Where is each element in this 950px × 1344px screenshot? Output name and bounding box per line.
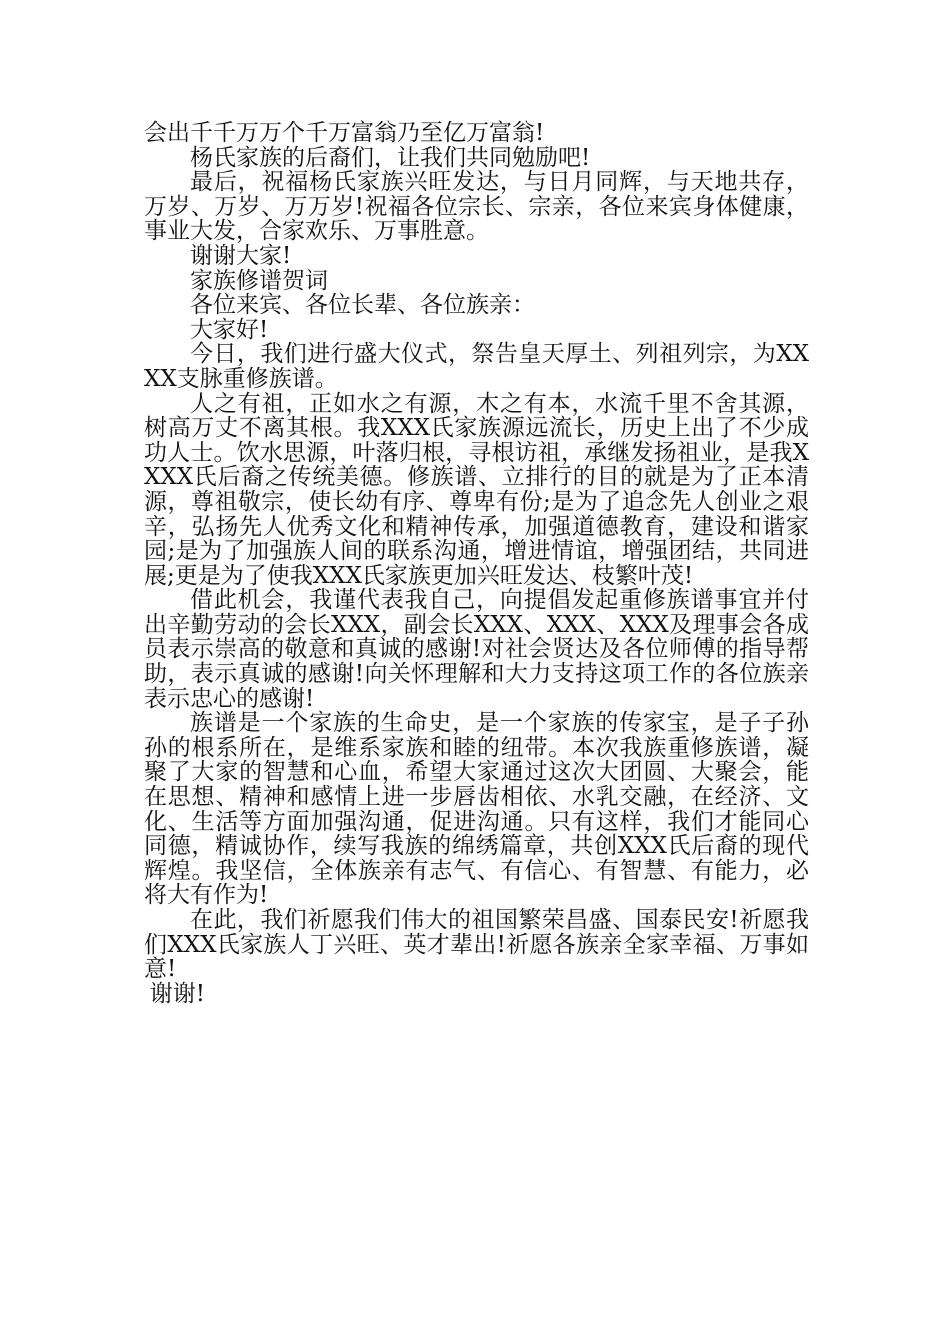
paragraph-04: 谢谢大家! bbox=[190, 242, 292, 269]
paragraph-11: 族谱是一个家族的生命史，是一个家族的传家宝，是子子孙孙的根系所在，是维系家族和睦的纽带。本次我族重修族谱，凝聚了大家的智慧和心血，希望大家通过这次大团圆、大聚会，能在思想、精神和感情上进一步唇齿相依、水乳交融，在经济、文化、生活等方面加强沟通，促进沟通。只有这样，我们才能同心同德，精诚协作，续写我族的绵绣篇章，共创XXX氏后裔的现代辉煌。我坚信，全体族亲有志气、有信心、有智慧、有能力，必将大有作为! bbox=[144, 710, 809, 909]
paragraph-08: 今日，我们进行盛大仪式，祭告皇天厚土、列祖列宗，为XXXX支脉重修族谱。 bbox=[144, 341, 809, 392]
salutation: 各位来宾、各位长辈、各位族亲： bbox=[190, 292, 535, 319]
paragraph-03: 最后，祝福杨氏家族兴旺发达，与日月同辉，与天地共存，万岁、万岁、万万岁!祝福各位宗长、宗亲，各位来宾身体健康，事业大发，合家欢乐、万事胜意。 bbox=[144, 169, 809, 245]
paragraph-01: 会出千千万万个千万富翁乃至亿万富翁! bbox=[144, 120, 545, 146]
paragraph-02: 杨氏家族的后裔们，让我们共同勉励吧! bbox=[190, 144, 591, 171]
greeting: 大家好! bbox=[190, 316, 269, 343]
document-body bbox=[144, 121, 809, 1006]
closing-thanks: 谢谢! bbox=[149, 980, 205, 1007]
section-title: 家族修谱贺词 bbox=[190, 267, 328, 294]
paragraph-09: 人之有祖，正如水之有源，木之有本，水流千里不舍其源，树高万丈不离其根。我XXX氏家族源远流长，历史上出了不少成功人士。饮水思源，叶落归根，寻根访祖，承继发扬祖业，是我XXXX氏后裔之传统美德。修族谱、立排行的目的就是为了正本清源，尊祖敬宗，使长幼有序、尊卑有份;是为了追念先人创业之艰辛，弘扬先人优秀文化和精神传承，加强道德教育，建设和谐家园;是为了加强族人间的联系沟通，增进情谊，增强团结，共同进展;更是为了使我XXX氏家族更加兴旺发达、枝繁叶茂! bbox=[144, 390, 809, 589]
paragraph-12: 在此，我们祈愿我们伟大的祖国繁荣昌盛、国泰民安!祈愿我们XXX氏家族人丁兴旺、英才辈出!祈愿各族亲全家幸福、万事如意! bbox=[144, 907, 809, 983]
paragraph-10: 借此机会，我谨代表我自己，向提倡发起重修族谱事宜并付出辛勤劳动的会长XXX，副会长XXX、XXX、XXX及理事会各成员表示崇高的敬意和真诚的感谢!对社会贤达及各位师傅的指导帮助，表示真诚的感谢!向关怀理解和大力支持这项工作的各位族亲表示忠心的感谢! bbox=[144, 587, 809, 712]
